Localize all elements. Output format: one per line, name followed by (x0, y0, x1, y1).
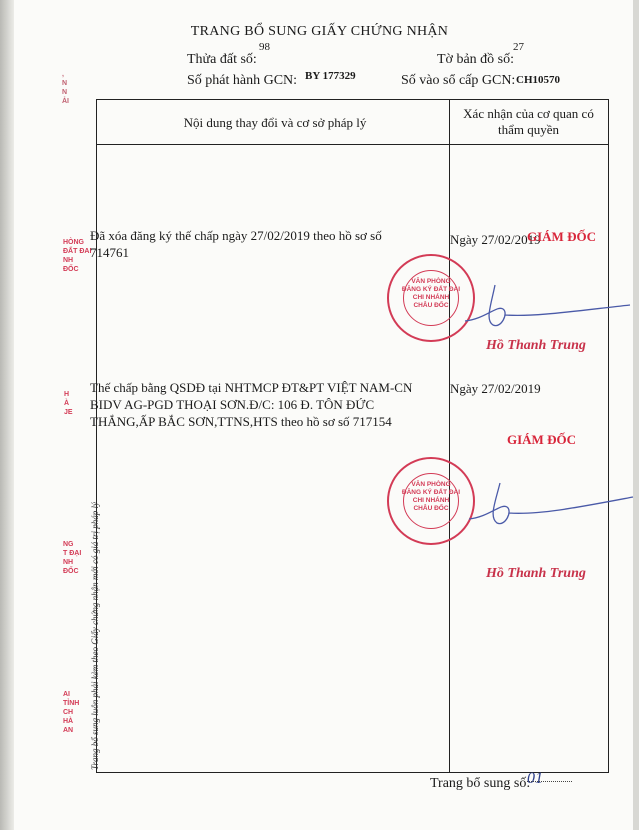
entry-1-official-seal: VĂN PHÒNG ĐĂNG KÝ ĐẤT ĐAI CHI NHÁNH CHÂU ĐỐC (387, 254, 475, 342)
map-sheet-label: Tờ bản đồ số: (437, 52, 515, 67)
supplement-page-label: Trang bổ sung số: (430, 776, 531, 791)
entry-2-position: GIÁM ĐỐC (507, 432, 576, 447)
entry-1-date: Ngày 27/02/2019 (450, 232, 541, 247)
parcel-label: Thửa đất số: (187, 52, 257, 67)
entry-2-signature (445, 475, 635, 545)
parcel-number: 98 (259, 41, 270, 53)
edge-stamp-1: , N N ẢI (62, 71, 69, 105)
edge-stamp-5: AI TỈNH CH HÀ AN (63, 691, 80, 734)
scan-edge-right (633, 0, 639, 830)
map-sheet-number: 27 (513, 41, 524, 53)
column-header-content: Nội dung thay đổi và cơ sở pháp lý (183, 115, 367, 130)
column-header-authority: Xác nhận của cơ quan có thẩm quyền (463, 106, 594, 137)
margin-note: Trang bổ sung luôn phải kèm theo Giấy chứng nhận mới có giá trị pháp lý (90, 502, 100, 770)
entry-2-line-1: Thế chấp bằng QSDĐ tại NHTMCP ĐT&PT VIỆT NAM-CN (90, 380, 413, 395)
supplement-page-number: 01 (527, 770, 543, 787)
table-header-divider (96, 144, 609, 145)
entry-2-signer-name: Hồ Thanh Trung (486, 566, 586, 581)
cert-issue-label: Số phát hành GCN: (187, 73, 298, 88)
entry-1-signature (445, 275, 635, 345)
edge-stamp-4: NG T ĐẠI NH ĐỐC (63, 541, 82, 575)
edge-stamp-3: H À JE (64, 391, 73, 416)
entry-1-line-1: Đã xóa đăng ký thế chấp ngày 27/02/2019 theo hồ sơ số (90, 228, 382, 243)
table-column-divider (449, 99, 450, 773)
supplement-page-dots (527, 781, 572, 782)
registry-label: Số vào sổ cấp GCN: (401, 73, 516, 88)
entry-2-official-seal: VĂN PHÒNG ĐĂNG KÝ ĐẤT ĐAI CHI NHÁNH CHÂU ĐỐC (387, 457, 475, 545)
entry-2-line-3: THẮNG,ẤP BẮC SƠN,TTNS,HTS theo hồ sơ số 717154 (90, 414, 392, 429)
entry-1-signer-name: Hồ Thanh Trung (486, 338, 586, 353)
entry-1-line-2: 714761 (90, 245, 129, 260)
edge-stamp-2: HÒNG ĐẤT ĐAI NH ĐỐC (63, 239, 92, 273)
entry-2-date: Ngày 27/02/2019 (450, 381, 541, 396)
page-title: TRANG BỔ SUNG GIẤY CHỨNG NHẬN (190, 24, 449, 39)
cert-issue-number: BY 177329 (305, 70, 356, 82)
registry-number: CH10570 (516, 74, 560, 86)
entry-1-position: GIÁM ĐỐC (527, 229, 596, 244)
entry-2-line-2: BIDV AG-PGD THOẠI SƠN.Đ/C: 106 Đ. TÔN ĐỨC (90, 397, 375, 412)
scan-edge-left (0, 0, 14, 830)
